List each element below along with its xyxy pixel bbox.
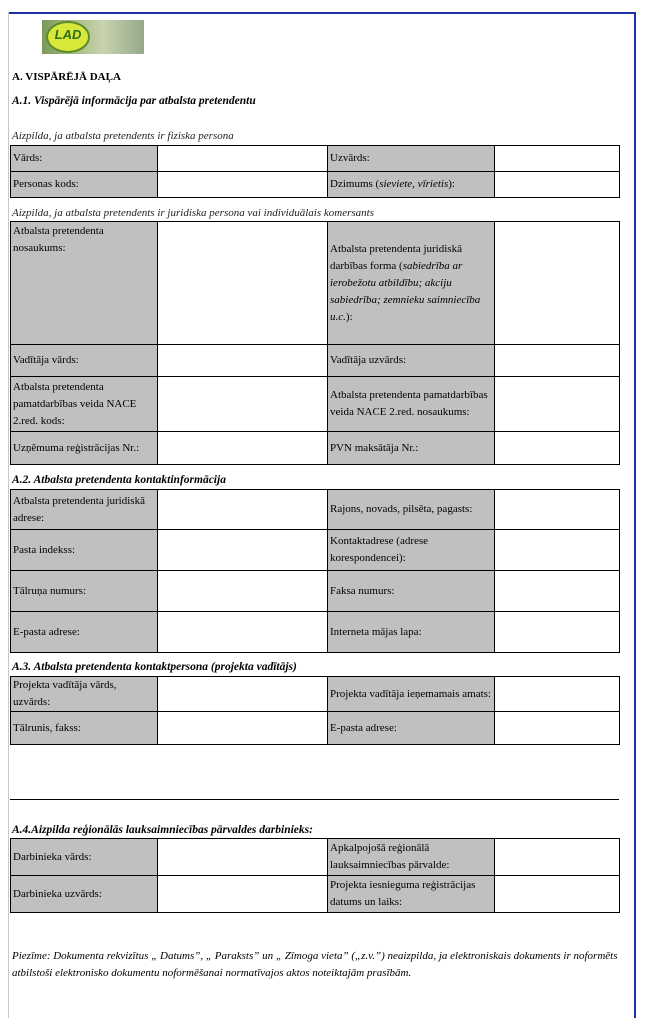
website-label: Interneta mājas lapa: <box>328 612 495 653</box>
contact-address-label: Kontaktadrese (adrese korespondencei): <box>328 530 495 571</box>
gender-label <box>328 172 495 198</box>
regional-office-label: Apkalpojošā reģionālā lauksaimniecības pārvalde: <box>328 839 495 876</box>
vat-no-field[interactable] <box>495 432 620 465</box>
logo-text: LAD <box>54 27 82 42</box>
gender-label-text: Dzimums ( <box>330 178 380 190</box>
page-border-left <box>8 12 9 1018</box>
a3-title: A.3. Atbalsta pretendenta kontaktpersona (projekta vadītājs) <box>12 661 297 673</box>
a1-title: A.1. Vispārējā informācija par atbalsta pretendentu <box>12 95 256 107</box>
employee-surname-label: Darbinieka uzvārds: <box>11 876 158 913</box>
fax-field[interactable] <box>495 571 620 612</box>
nace-name-label: Atbalsta pretendenta pamatdarbības veida NACE 2.red. nosaukums: <box>328 377 495 432</box>
pm-phone-fax-label: Tālrunis, fakss: <box>11 712 158 745</box>
gender-options: sieviete, vīrietis <box>379 178 449 190</box>
page-border-top <box>8 12 635 14</box>
personal-code-field[interactable] <box>158 172 328 198</box>
a1-note-person: Aizpilda, ja atbalsta pretendents ir fiziska persona <box>12 130 234 142</box>
footnote: Piezīme: Dokumenta rekvizītus „ Datums”, „ Paraksts” un „ Zīmoga vieta” („z.v.”) neaizpilda, ja elektroniskais dokuments ir noformēts atbilstoši elektronisko dokumentu noformēšanai normatīvajos aktos noteiktajām prasībām. <box>12 950 618 979</box>
project-manager-table <box>10 676 620 745</box>
pm-position-field[interactable] <box>495 677 620 712</box>
legal-address-field[interactable] <box>158 490 328 530</box>
phone-label: Tālruņa numurs: <box>11 571 158 612</box>
manager-name-field[interactable] <box>158 345 328 377</box>
legal-form-label <box>328 222 495 345</box>
surname-label: Uzvārds: <box>328 146 495 172</box>
contact-table <box>10 489 620 653</box>
legal-form-label-close: ): <box>345 310 353 323</box>
reg-datetime-label: Projekta iesnieguma reģistrācijas datums un laiks: <box>328 876 495 913</box>
phone-field[interactable] <box>158 571 328 612</box>
reg-no-label: Uzņēmuma reģistrācijas Nr.: <box>11 432 158 465</box>
person-table <box>10 145 620 198</box>
fax-label: Faksa numurs: <box>328 571 495 612</box>
name-label: Vārds: <box>11 146 158 172</box>
pm-name-field[interactable] <box>158 677 328 712</box>
contact-address-field[interactable] <box>495 530 620 571</box>
employee-name-field[interactable] <box>158 839 328 876</box>
postcode-label: Pasta indekss: <box>11 530 158 571</box>
legal-form-field[interactable] <box>495 222 620 345</box>
employee-table <box>10 838 620 913</box>
reg-datetime-field[interactable] <box>495 876 620 913</box>
postcode-field[interactable] <box>158 530 328 571</box>
nace-name-field[interactable] <box>495 377 620 432</box>
district-field[interactable] <box>495 490 620 530</box>
gender-label-close: ): <box>448 178 455 190</box>
nace-code-label: Atbalsta pretendenta pamatdarbības veida NACE 2.red. kods: <box>11 377 158 432</box>
legal-entity-table <box>10 221 620 465</box>
nace-code-field[interactable] <box>158 377 328 432</box>
manager-surname-label: Vadītāja uzvārds: <box>328 345 495 377</box>
applicant-name-label: Atbalsta pretendenta nosaukums: <box>11 222 158 345</box>
a4-title: A.4.Aizpilda reģionālās lauksaimniecības pārvaldes darbinieks: <box>12 824 313 836</box>
manager-surname-field[interactable] <box>495 345 620 377</box>
horizontal-rule <box>10 799 619 800</box>
section-a-title: A. VISPĀRĒJĀ DAĻA <box>12 71 121 83</box>
applicant-name-field[interactable] <box>158 222 328 345</box>
name-field[interactable] <box>158 146 328 172</box>
pm-email-field[interactable] <box>495 712 620 745</box>
pm-name-label: Projekta vadītāja vārds, uzvārds: <box>11 677 158 712</box>
legal-form-label-text: Atbalsta pretendenta juridiskā darbības forma ( <box>330 242 462 272</box>
vat-no-label: PVN maksātāja Nr.: <box>328 432 495 465</box>
manager-name-label: Vadītāja vārds: <box>11 345 158 377</box>
lad-logo <box>42 20 144 54</box>
district-label: Rajons, novads, pilsēta, pagasts: <box>328 490 495 530</box>
a2-title: A.2. Atbalsta pretendenta kontaktinformācija <box>12 474 226 486</box>
pm-position-label: Projekta vadītāja ieņemamais amats: <box>328 677 495 712</box>
personal-code-label: Personas kods: <box>11 172 158 198</box>
website-field[interactable] <box>495 612 620 653</box>
employee-surname-field[interactable] <box>158 876 328 913</box>
a1-note-legal: Aizpilda, ja atbalsta pretendents ir juridiska persona vai individuālais komersants <box>12 207 374 219</box>
page-border-right <box>634 12 636 1018</box>
pm-email-label: E-pasta adrese: <box>328 712 495 745</box>
pm-phone-fax-field[interactable] <box>158 712 328 745</box>
email-label: E-pasta adrese: <box>11 612 158 653</box>
legal-address-label: Atbalsta pretendenta juridiskā adrese: <box>11 490 158 530</box>
surname-field[interactable] <box>495 146 620 172</box>
regional-office-field[interactable] <box>495 839 620 876</box>
email-field[interactable] <box>158 612 328 653</box>
gender-field[interactable] <box>495 172 620 198</box>
reg-no-field[interactable] <box>158 432 328 465</box>
legal-form-options: sabiedrība ar ierobežotu atbildību; akciju sabiedrība; zemnieku saimniecība u.c. <box>330 259 481 323</box>
employee-name-label: Darbinieka vārds: <box>11 839 158 876</box>
